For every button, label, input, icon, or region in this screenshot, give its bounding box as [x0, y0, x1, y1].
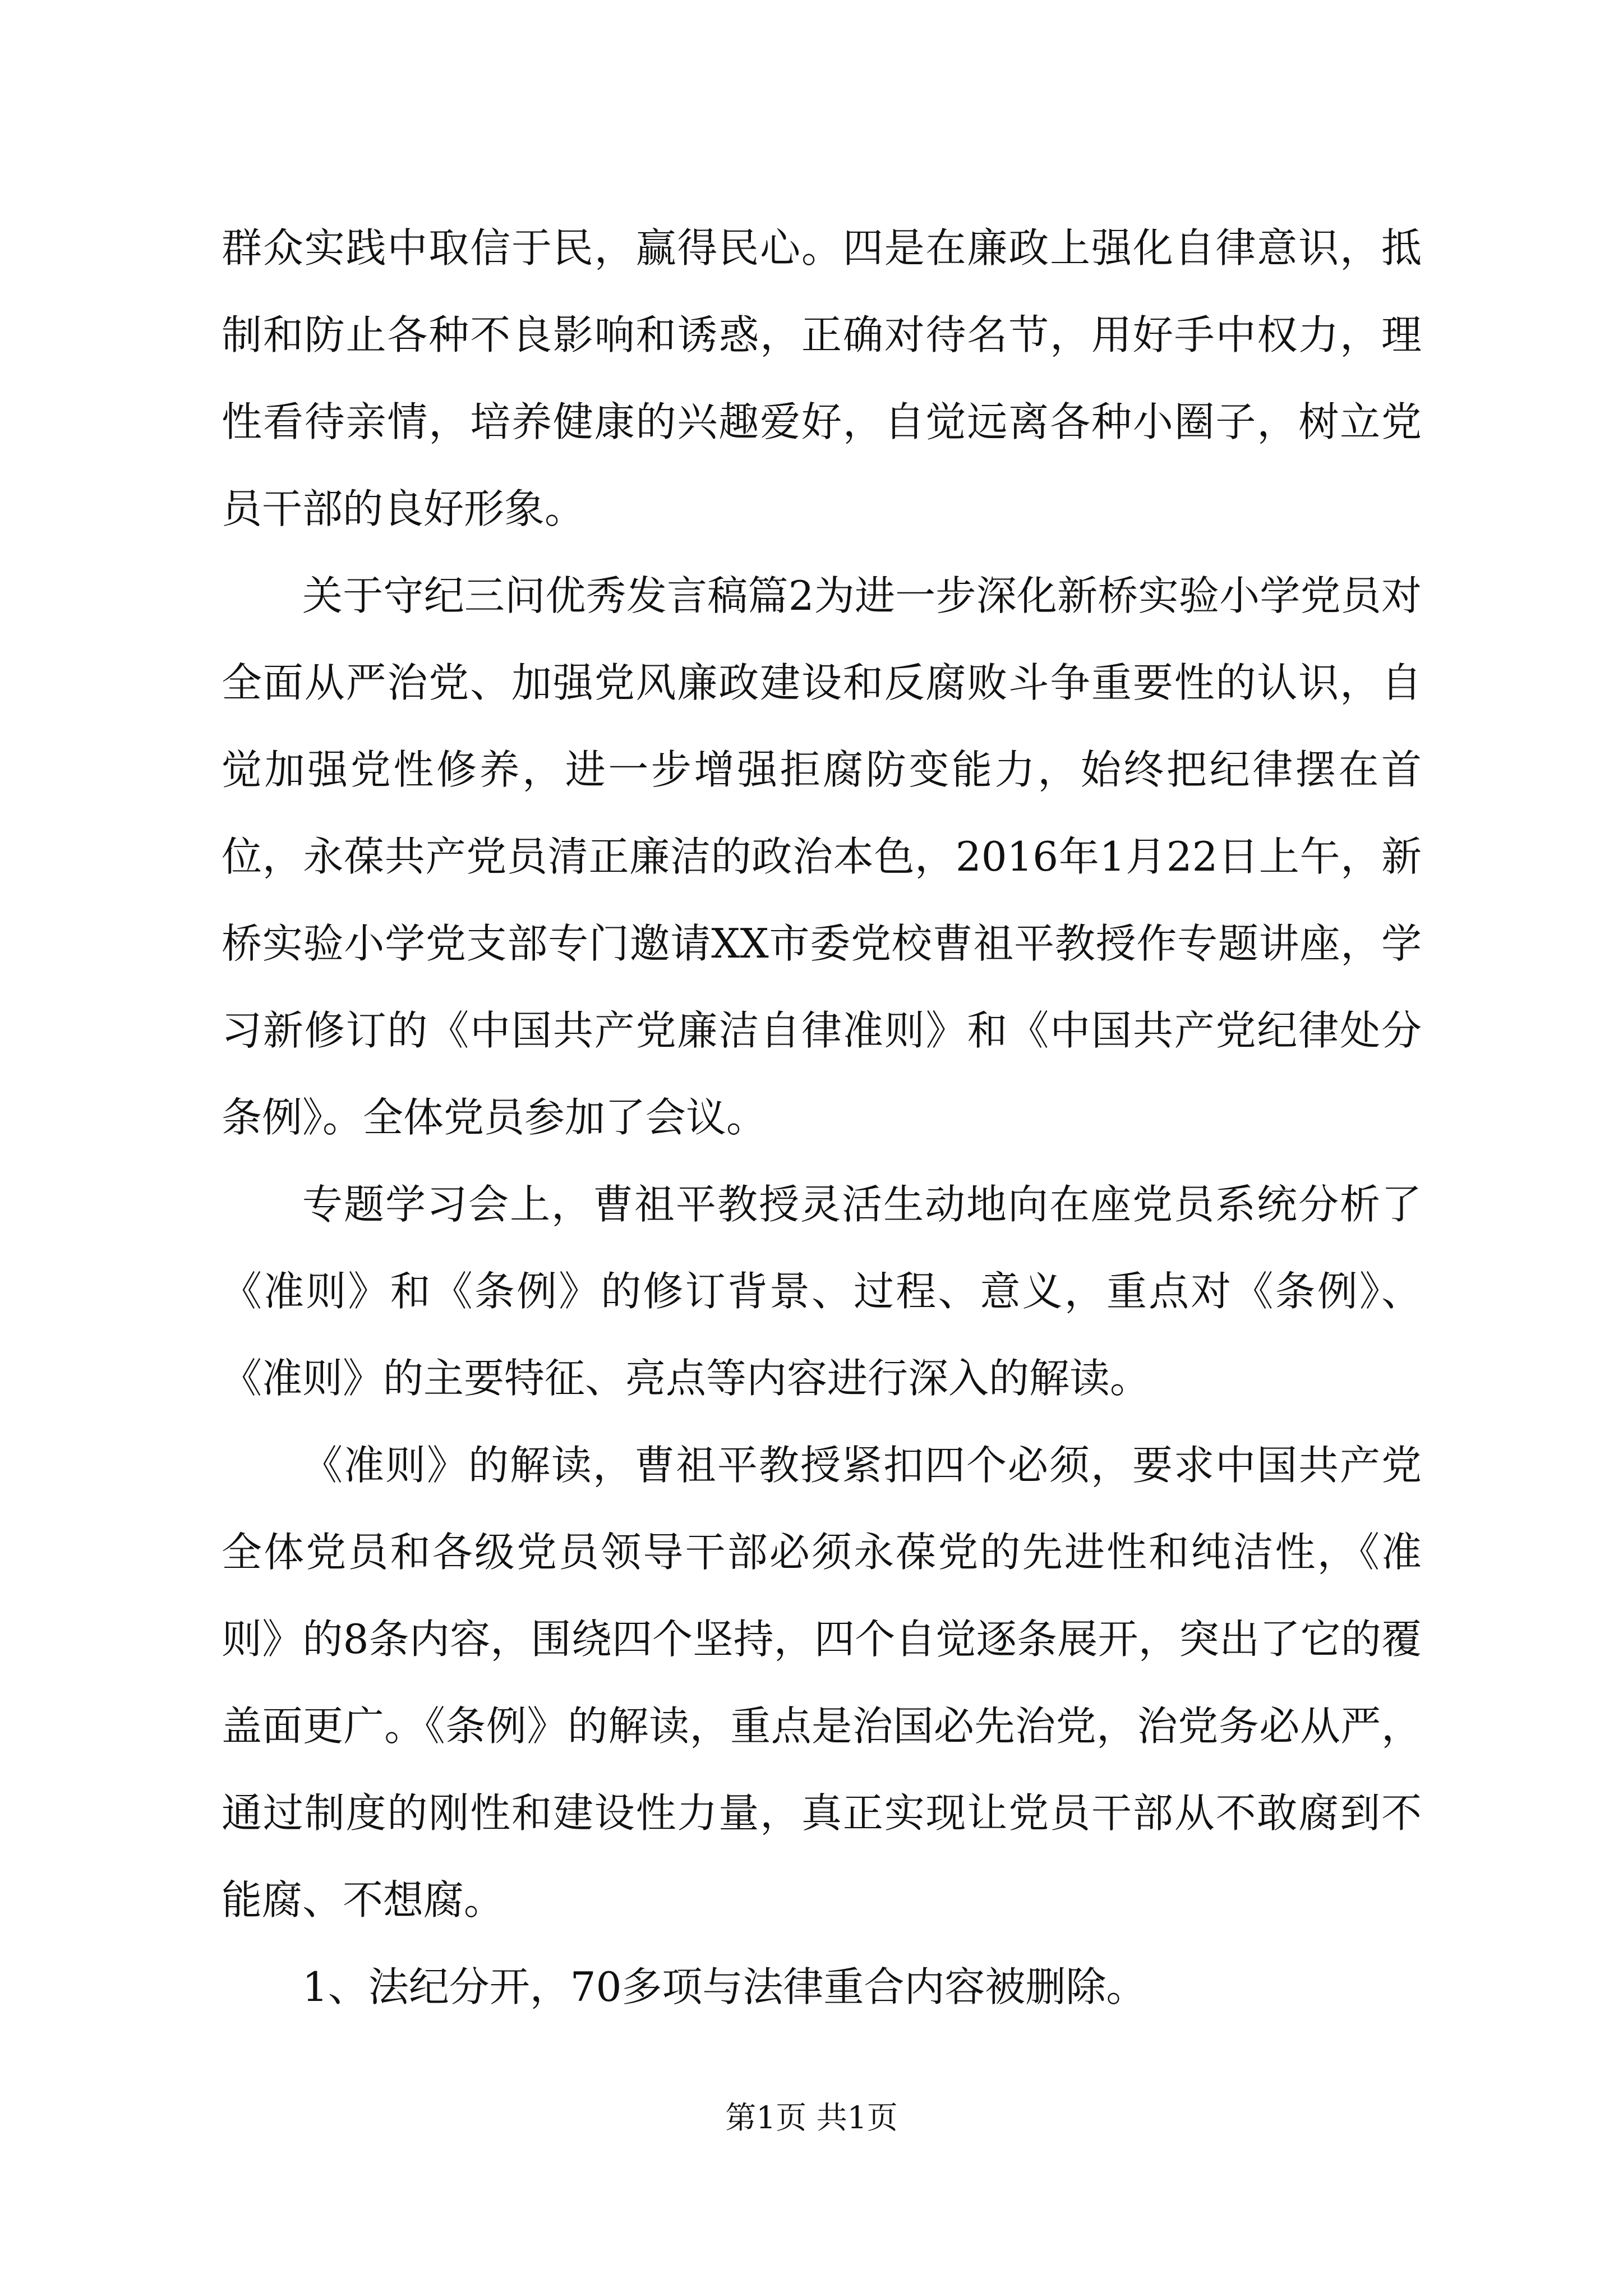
- paragraph-1: 群众实践中取信于民，赢得民心。四是在廉政上强化自律意识，抵制和防止各种不良影响和诱惑，正确对待名节，用好手中权力，理性看待亲情，培养健康的兴趣爱好，自觉远离各种小圈子，树立党员干部的良好形象。: [222, 224, 1422, 532]
- page-number-footer: 第1页 共1页: [725, 2100, 898, 2136]
- paragraph-5: 1、法纪分开，70多项与法律重合内容被删除。: [302, 1963, 1147, 2010]
- document-body: [222, 205, 1422, 2031]
- paragraph-3: 专题学习会上，曹祖平教授灵活生动地向在座党员系统分析了《准则》和《条例》的修订背景、过程、意义，重点对《条例》、《准则》的主要特征、亮点等内容进行深入的解读。: [222, 1181, 1422, 1402]
- paragraph-4: 《准则》的解读，曹祖平教授紧扣四个必须，要求中国共产党全体党员和各级党员领导干部必须永葆党的先进性和纯洁性，《准则》的8条内容，围绕四个坚持，四个自觉逐条展开，突出了它的覆盖面更广。《条例》的解读，重点是治国必先治党，治党务必从严，通过制度的刚性和建设性力量，真正实现让党员干部从不敢腐到不能腐、不想腐。: [222, 1442, 1422, 1924]
- paragraph-2: 关于守纪三问优秀发言稿篇2为进一步深化新桥实验小学党员对全面从严治党、加强党风廉政建设和反腐败斗争重要性的认识，自觉加强党性修养，进一步增强拒腐防变能力，始终把纪律摆在首位，永葆共产党员清正廉洁的政治本色，2016年1月22日上午，新桥实验小学党支部专门邀请XX市委党校曹祖平教授作专题讲座，学习新修订的《中国共产党廉洁自律准则》和《中国共产党纪律处分条例》。全体党员参加了会议。: [222, 572, 1422, 1141]
